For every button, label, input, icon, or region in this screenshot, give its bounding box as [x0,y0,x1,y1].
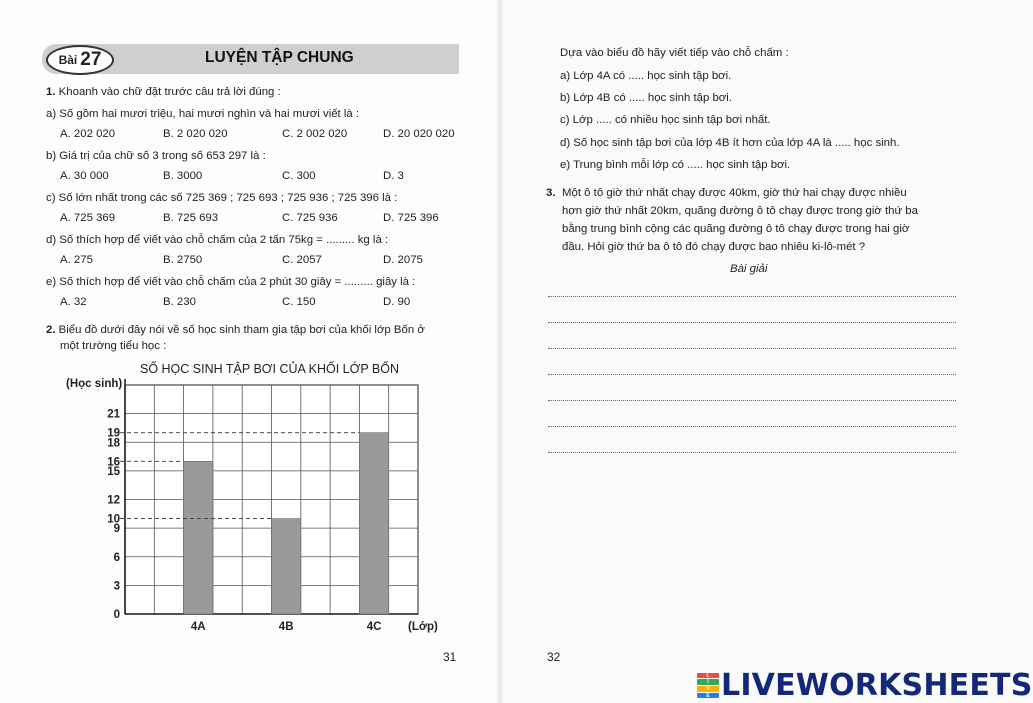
q1a-option-a[interactable]: A. 202 020 [60,128,116,140]
q1b-option-c[interactable]: C. 300 [282,170,316,182]
chart-y-tick-label: 3 [113,580,120,593]
answer-line-3[interactable] [548,348,956,349]
fill-intro: Dựa vào biểu đồ hãy viết tiếp vào chỗ chấm : [560,47,789,59]
q1-number: 1. [46,86,56,98]
chart-title: SỐ HỌC SINH TẬP BƠI CỦA KHỐI LỚP BỐN [140,362,400,376]
q1b-option-b[interactable]: B. 3000 [163,170,203,182]
q1d-option-a[interactable]: A. 275 [60,254,93,266]
chart-y-tick-label: 10 [107,513,120,526]
q1e-option-a[interactable]: A. 32 [60,296,87,308]
q1a-option-b[interactable]: B. 2 020 020 [163,128,228,140]
logo-letter-l: L [697,673,719,679]
lesson-label: Bài [58,53,78,67]
chart-bar-4c [359,433,388,614]
q1c-option-c[interactable]: C. 725 936 [282,212,338,224]
q1a-option-c[interactable]: C. 2 002 020 [282,128,348,140]
page-number-right: 32 [547,650,561,664]
q1b-option-a[interactable]: A. 30 000 [60,170,109,182]
q1-item-e: e) Số thích hợp để viết vào chỗ chấm của 2 phút 30 giây = ......... giây là : [46,276,416,288]
q2-number: 2. [46,324,56,336]
chart-x-tick-label: 4B [278,621,294,633]
logo-letter-v: V [697,686,719,692]
q2-text-line1: Biểu đồ dưới đây nói về số học sinh tham gia tập bơi của khối lớp Bốn ở [58,324,425,336]
chart-x-tick-label: 4C [366,621,382,633]
chart-y-tick-label: 6 [113,551,120,564]
q1d-option-c[interactable]: C. 2057 [282,254,322,266]
brand-name: LIVEWORKSHEETS [721,668,1033,703]
answer-line-6[interactable] [548,426,956,427]
answer-line-7[interactable] [548,452,956,453]
q3-line2: hơn giờ thứ nhất 20km, quãng đường ô tô chạy được trong giờ thứ ba [562,205,918,217]
q3-line3: bằng trung bình cộng các quãng đường ô tô chạy được trong hai giờ [562,223,910,235]
fill-item-b[interactable]: b) Lớp 4B có ..... học sinh tập bơi. [560,92,732,104]
answer-line-4[interactable] [548,374,956,375]
logo-letter-i: I [697,679,719,685]
page-number-left: 31 [443,650,457,664]
q2-text-line2: một trường tiểu học : [60,340,167,352]
chart-x-tick-label: 4A [190,621,206,633]
chart-y-tick-label: 0 [113,609,120,621]
q1c-option-b[interactable]: B. 725 693 [163,212,219,224]
fill-item-e[interactable]: e) Trung bình mỗi lớp có ..... học sinh tập bơi. [560,159,791,171]
q1-item-b: b) Giá trị của chữ số 3 trong số 653 297 là : [46,150,266,162]
lesson-number: 27 [80,49,102,70]
q1-instruction: Khoanh vào chữ đặt trước câu trả lời đúng : [58,86,281,98]
q1e-option-c[interactable]: C. 150 [282,296,316,308]
answer-line-5[interactable] [548,400,956,401]
q1-item-c: c) Số lớn nhất trong các số 725 369 ; 725 693 ; 725 936 ; 725 396 là : [46,192,398,204]
chart-y-tick-label: 15 [107,465,120,478]
solution-label: Bài giải [730,263,768,275]
chart-y-tick-label: 18 [107,437,120,450]
lesson-title: LUYỆN TẬP CHUNG [205,49,354,66]
fill-item-c[interactable]: c) Lớp ..... có nhiều học sinh tập bơi nhất. [560,114,771,126]
chart-bar-4a [184,461,213,614]
q1-item-d: d) Số thích hợp để viết vào chỗ chấm của 2 tấn 75kg = ......... kg là : [46,234,389,246]
q1b-option-d[interactable]: D. 3 [383,170,404,182]
chart-y-tick-label: 12 [107,494,120,507]
chart-bar-4b [272,519,301,614]
liveworksheets-logo-icon [697,673,719,699]
q3-line1: Một ô tô giờ thứ nhất chạy được 40km, giờ thứ hai chạy được nhiều [562,187,907,199]
chart-y-label: (Học sinh) [66,378,123,390]
fill-item-d[interactable]: d) Số học sinh tập bơi của lớp 4B ít hơn của lớp 4A là ..... học sinh. [560,137,900,149]
chart-y-tick-label: 21 [107,408,120,421]
right-page [500,0,1000,703]
q1c-option-d[interactable]: D. 725 396 [383,212,439,224]
q1d-option-d[interactable]: D. 2075 [383,254,423,266]
q3-line4: đầu. Hỏi giờ thứ ba ô tô đó chạy được bao nhiêu ki-lô-mét ? [562,241,866,253]
liveworksheets-brand[interactable] [697,668,1033,703]
chart-x-label: (Lớp) [408,621,438,633]
q1a-option-d[interactable]: D. 20 020 020 [383,128,455,140]
chart-y-tick-label: 9 [113,523,120,536]
answer-line-2[interactable] [548,322,956,323]
q1d-option-b[interactable]: B. 2750 [163,254,203,266]
answer-line-1[interactable] [548,296,956,297]
q1c-option-a[interactable]: A. 725 369 [60,212,116,224]
swimming-bar-chart [0,0,500,703]
chart-y-tick-label: 16 [107,456,120,469]
chart-y-tick-label: 19 [107,427,120,440]
logo-letter-e: E [697,693,719,699]
q3-number: 3. [546,187,556,199]
q1e-option-b[interactable]: B. 230 [163,296,196,308]
q1-item-a: a) Số gồm hai mươi triệu, hai mươi nghìn và hai mươi viết là : [46,108,360,120]
q1e-option-d[interactable]: D. 90 [383,296,411,308]
fill-item-a[interactable]: a) Lớp 4A có ..... học sinh tập bơi. [560,70,732,82]
